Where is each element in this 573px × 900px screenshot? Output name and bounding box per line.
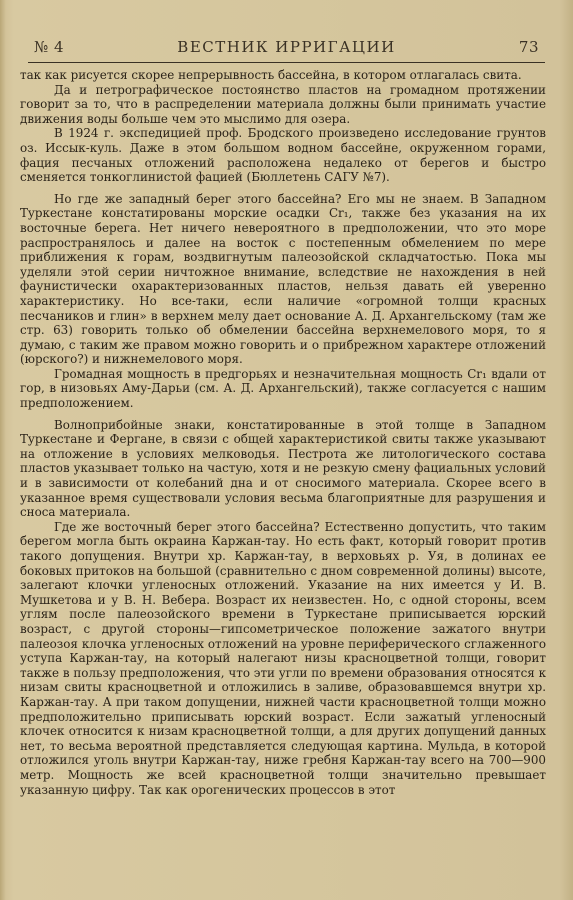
page-number: 73 xyxy=(518,38,539,56)
paragraph-continuation: так как рисуется скорее непрерывность бассейна, в котором отлагалась свита. xyxy=(20,68,522,82)
paragraph: Громадная мощность в предгорьях и незначительная мощность Cr₁ вдали от гор, в низовьях Аму-Дарьи (см. А. Д. Архангельский), также согласуется с нашим предположением. xyxy=(20,366,546,411)
paragraph: Волноприбойные знаки, констатированные в этой толще в Западном Туркестане и Фергане, в связи с общей характеристикой свиты также указывают на отложение в условиях мелководья. Пестрота же литологического состава пластов указывает только на частую, хотя и не резкую смену фациальных условий и в зависимости от колебаний дна и от сносимого материала. Скорее всего в указанное время существовали условия весьма благоприятные для разрушения и сноса материала. xyxy=(20,417,546,520)
header-rule xyxy=(28,62,545,63)
issue-number: № 4 xyxy=(34,38,65,56)
running-header xyxy=(34,38,539,62)
paragraph: Но где же западный берег этого бассейна? Его мы не знаем. В Западном Туркестане констатированы морские осадки Cr₁, также без указания на их восточные берега. Нет ничего невероятного в предположении, что это море распространялось и далее на восток с постепенным обмелением по мере приближения к горам, воздвигнутым палеозойской складчатостью. Пока мы уделяли этой серии ничтожное внимание, вследствие не нахождения в ней фаунистически охарактеризованных пластов, нельзя давать ей уверенно характеристику. Но все-таки, если наличие «огромной толщи красных песчаников и глин» в верхнем мелу дает основание А. Д. Архангельскому (там же стр. 63) говорить только об обмелении бассейна верхнемелового моря, то я думаю, с таким же правом можно говорить и о прибрежном характере отложений (юрского?) и нижнемелового моря. xyxy=(20,191,546,367)
article-body xyxy=(20,68,546,797)
journal-title: ВЕСТНИК ИРРИГАЦИИ xyxy=(177,38,396,56)
paragraph: В 1924 г. экспедицией проф. Бродского произведено исследование грунтов оз. Иссык-куль. Даже в этом большом водном бассейне, окруженном горами, фация песчаных отложений расположена недалеко от берегов и быстро сменяется тонкоглинистой фацией (Бюллетень САГУ №7). xyxy=(20,126,546,185)
paragraph: Где же восточный берег этого бассейна? Естественно допустить, что таким берегом могла быть окраина Каржан-тау. Но есть факт, который говорит против такого допущения. Внутри хр. Каржан-тау, в верховьях р. Уя, в долинах ее боковых притоков на большой (сравнительно с дном современной долины) высоте, залегают клочки угленосных отложений. Указание на них имеется у И. В. Мушкетова и у В. Н. Вебера. Возраст их неизвестен. Но, с одной стороны, всем углям после палеозойского времени в Туркестане приписывается юрский возраст, с другой стороны—гипсометрическое положение зажатого внутри палеозоя клочка угленосных отложений на уровне периферического сглаженного уступа Каржан-тау, на который налегают низы красноцветной толщи, говорит также в пользу предположения, что эти угли по времени образования относятся к низам свиты красноцветной и отложились в заливе, образовавшемся внутри хр. Каржан-тау. А при таком допущении, нижней части красноцветной толщи можно предположительно приписывать юрский возраст. Если зажатый угленосный клочек относится к низам красноцветной толщи, а для других допущений данных нет, то весьма вероятной представляется следующая картина. Мульда, в которой отложился уголь внутри Каржан-тау, ниже гребня Каржан-тау всего на 700—900 метр. Мощность же всей красноцветной толщи значительно превышает указанную цифру. Так как орогенических процессов в этот xyxy=(20,519,546,797)
paragraph: Да и петрографическое постоянство пластов на громадном протяжении говорит за то, что в распределении материала должны были принимать участие движения воды больше чем это мыслимо для озера. xyxy=(20,82,546,126)
